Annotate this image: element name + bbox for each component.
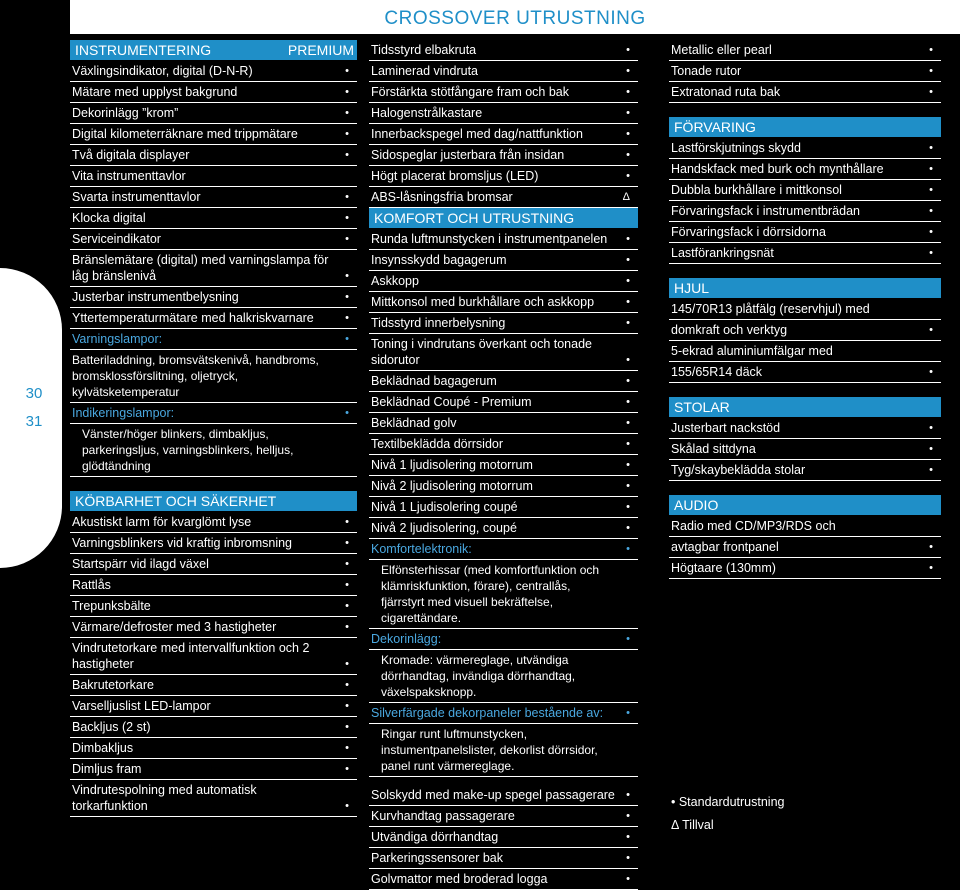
availability-mark: • (626, 44, 630, 56)
item-text: Värmare/defroster med 3 hastigheter (72, 620, 277, 634)
item-text: 145/70R13 plåtfälg (reservhjul) med (671, 302, 870, 316)
section-header-storage: FÖRVARING (669, 117, 941, 137)
item-text: Bakrutetorkare (72, 678, 154, 692)
legend-standard: • Standardutrustning (671, 795, 785, 809)
section-header-comfort: KOMFORT OCH UTRUSTNING (369, 208, 638, 228)
list-item (369, 371, 638, 392)
label-text: Varningslampor: (72, 332, 163, 346)
list-item (369, 455, 638, 476)
item-text: Tidsstyrd elbakruta (371, 43, 477, 57)
standard-mark: • (345, 333, 349, 345)
availability-mark: • (345, 763, 349, 775)
item-text: Varningsblinkers vid kraftig inbromsning (72, 536, 293, 550)
item-text: Serviceindikator (72, 232, 161, 246)
trim-inlay-text: Kromade: värmereglage, utvändiga dörrhandtag, invändiga dörrhandtag, växelspaksknopp. (369, 650, 638, 703)
list-item (369, 229, 638, 250)
list-item (669, 222, 941, 243)
standard-mark: • (345, 407, 349, 419)
item-text: Justerbar instrumentbelysning (72, 290, 239, 304)
list-item (369, 250, 638, 271)
list-item (369, 392, 638, 413)
availability-mark: • (345, 212, 349, 224)
availability-mark: • (345, 537, 349, 549)
item-text: Växlingsindikator, digital (D-N-R) (72, 64, 253, 78)
list-item (369, 413, 638, 434)
list-item (70, 738, 357, 759)
availability-mark: • (929, 65, 933, 77)
item-text: Förvaringsfack i instrumentbrädan (671, 204, 860, 218)
item-text: Vita instrumenttavlor (72, 169, 186, 183)
list-item (369, 518, 638, 539)
list-item (369, 476, 638, 497)
availability-mark: • (626, 170, 630, 182)
item-text: Varselljuslist LED-lampor (72, 699, 211, 713)
list-item (70, 61, 357, 82)
availability-mark: • (626, 254, 630, 266)
list-item (70, 145, 357, 166)
item-text: Toning i vindrutans överkant och tonade sidorutor (371, 337, 592, 367)
availability-mark: • (345, 128, 349, 140)
list-item (70, 308, 357, 329)
item-text: Metallic eller pearl (671, 43, 772, 57)
list-item (669, 341, 941, 362)
availability-mark: • (626, 149, 630, 161)
item-text: Nivå 1 ljudisolering motorrum (371, 458, 533, 472)
page-number-left: 30 (25, 385, 43, 402)
standard-mark: • (626, 633, 630, 645)
list-item (70, 575, 357, 596)
list-item (70, 617, 357, 638)
availability-mark: • (345, 65, 349, 77)
item-text: Dekorinlägg ”krom” (72, 106, 179, 120)
item-text: Runda luftmunstycken i instrumentpanelen (371, 232, 608, 246)
section-title: INSTRUMENTERING (75, 42, 212, 58)
list-item (669, 243, 941, 264)
item-text: 5-ekrad aluminiumfälgar med (671, 344, 833, 358)
item-text: Lastförankringsnät (671, 246, 774, 260)
list-item (369, 61, 638, 82)
availability-mark: • (626, 296, 630, 308)
wheels-list (669, 299, 941, 383)
availability-mark: • (626, 831, 630, 843)
item-text: Vindrutetorkare med intervallfunktion och 2 hastigheter (72, 641, 310, 671)
item-text: Halogenstrålkastare (371, 106, 483, 120)
availability-mark: • (626, 375, 630, 387)
list-item (669, 418, 941, 439)
indicator-lights-text: Vänster/höger blinkers, dimbakljus, parkeringsljus, varningsblinkers, helljus, glödtändning (70, 424, 357, 477)
item-text: Digital kilometerräknare med trippmätare (72, 127, 298, 141)
list-item (669, 40, 941, 61)
item-text: Yttertemperaturmätare med halkriskvarnare (72, 311, 314, 325)
list-item (70, 208, 357, 229)
item-text: Två digitala displayer (72, 148, 190, 162)
list-item (369, 313, 638, 334)
comfort-list-bottom (369, 785, 638, 890)
availability-mark: • (626, 233, 630, 245)
availability-mark: • (929, 226, 933, 238)
page-header: CROSSOVER UTRUSTNING (70, 0, 960, 34)
availability-mark: • (345, 700, 349, 712)
item-text: Nivå 2 ljudisolering, coupé (371, 521, 517, 535)
item-text: ABS-låsningsfria bromsar (371, 190, 513, 204)
item-text: domkraft och verktyg (671, 323, 788, 337)
availability-mark: • (345, 800, 349, 812)
item-text: Beklädnad Coupé - Premium (371, 395, 532, 409)
item-text: Mätare med upplyst bakgrund (72, 85, 238, 99)
availability-mark: • (626, 852, 630, 864)
list-item (369, 869, 638, 890)
silver-panels-text: Ringar runt luftmunstycken, instumentpanelslister, dekorlist dörrsidor, panel runt värmereglage. (369, 724, 638, 777)
column-2 (369, 40, 638, 890)
section-header-safety: KÖRBARHET OCH SÄKERHET (70, 491, 357, 511)
list-item (669, 180, 941, 201)
list-item (669, 558, 941, 579)
availability-mark: • (626, 396, 630, 408)
safety-list-continued (369, 40, 638, 208)
item-text: Beklädnad golv (371, 416, 457, 430)
availability-mark: • (345, 516, 349, 528)
list-item (669, 138, 941, 159)
item-text: Textilbeklädda dörrsidor (371, 437, 504, 451)
item-text: Dubbla burkhållare i mittkonsol (671, 183, 842, 197)
list-item (669, 537, 941, 558)
list-item (70, 675, 357, 696)
list-item (369, 187, 638, 208)
item-text: Dimbakljus (72, 741, 134, 755)
item-text: Startspärr vid ilagd växel (72, 557, 209, 571)
item-text: Förvaringsfack i dörrsidorna (671, 225, 826, 239)
list-item (669, 299, 941, 320)
item-text: Högtaare (130mm) (671, 561, 776, 575)
availability-mark: • (345, 558, 349, 570)
list-item (369, 785, 638, 806)
item-text: Vindrutespolning med automatisk torkarfunktion (72, 783, 257, 813)
availability-mark: • (626, 354, 630, 366)
availability-mark: • (929, 86, 933, 98)
item-text: Skålad sittdyna (671, 442, 756, 456)
list-item (70, 287, 357, 308)
availability-mark: • (345, 149, 349, 161)
section-header-wheels: HJUL (669, 278, 941, 298)
list-item (70, 780, 357, 817)
storage-list (669, 138, 941, 264)
warning-lights-label (70, 329, 357, 350)
availability-mark: • (626, 128, 630, 140)
list-item (669, 61, 941, 82)
item-text: Laminerad vindruta (371, 64, 479, 78)
availability-mark: • (626, 501, 630, 513)
availability-mark: • (345, 600, 349, 612)
availability-mark: • (345, 721, 349, 733)
list-item (369, 124, 638, 145)
list-item (669, 82, 941, 103)
item-text: Parkeringssensorer bak (371, 851, 504, 865)
item-text: Solskydd med make-up spegel passagerare (371, 788, 615, 802)
item-text: Mittkonsol med burkhållare och askkopp (371, 295, 595, 309)
item-text: Backljus (2 st) (72, 720, 151, 734)
list-item (369, 434, 638, 455)
instrument-list (70, 61, 357, 329)
comfort-list-continued (669, 40, 941, 103)
item-text: Justerbart nackstöd (671, 421, 781, 435)
availability-mark: • (626, 65, 630, 77)
availability-mark: • (345, 291, 349, 303)
list-item (369, 848, 638, 869)
availability-mark: • (626, 459, 630, 471)
item-text: Svarta instrumenttavlor (72, 190, 201, 204)
item-text: Beklädnad bagagerum (371, 374, 497, 388)
item-text: Rattlås (72, 578, 111, 592)
list-item (70, 103, 357, 124)
availability-mark: • (345, 107, 349, 119)
item-text: Askkopp (371, 274, 419, 288)
availability-mark: • (345, 742, 349, 754)
list-item (669, 362, 941, 383)
availability-mark: • (626, 317, 630, 329)
availability-mark: • (345, 621, 349, 633)
item-text: Sidospeglar justerbara från insidan (371, 148, 565, 162)
availability-mark: • (345, 679, 349, 691)
audio-list (669, 516, 941, 579)
page-number-right: 31 (25, 413, 43, 430)
indicator-lights-label (70, 403, 357, 424)
column-3 (669, 40, 941, 579)
availability-mark: • (929, 541, 933, 553)
availability-mark: • (929, 366, 933, 378)
list-item (669, 159, 941, 180)
list-item (369, 82, 638, 103)
availability-mark: • (626, 86, 630, 98)
list-item (369, 103, 638, 124)
list-item (369, 166, 638, 187)
item-text: Tyg/skaybeklädda stolar (671, 463, 806, 477)
list-item (669, 320, 941, 341)
label-text: Komfortelektronik: (371, 542, 472, 556)
comfort-electronics-text: Elfönsterhissar (med komfortfunktion och klämriskfunktion, förare), centrallås, fjärrstyrt med visuell bekräftelse, cigarettändare. (369, 560, 638, 629)
availability-mark: • (929, 422, 933, 434)
availability-mark: • (345, 86, 349, 98)
availability-mark: • (345, 270, 349, 282)
item-text: Handskfack med burk och mynthållare (671, 162, 884, 176)
item-text: Tidsstyrd innerbelysning (371, 316, 506, 330)
label-text: Indikeringslampor: (72, 406, 175, 420)
list-item (70, 638, 357, 675)
list-item (70, 759, 357, 780)
section-header-seats: STOLAR (669, 397, 941, 417)
list-item (669, 201, 941, 222)
availability-mark: Δ (622, 191, 630, 203)
list-item (70, 82, 357, 103)
availability-mark: • (626, 480, 630, 492)
item-text: Extratonad ruta bak (671, 85, 781, 99)
list-item (369, 292, 638, 313)
list-item (369, 145, 638, 166)
list-item (70, 124, 357, 145)
list-item (70, 229, 357, 250)
availability-mark: • (626, 873, 630, 885)
availability-mark: • (929, 443, 933, 455)
legend-optional: Δ Tillval (671, 818, 714, 832)
item-text: Utvändiga dörrhandtag (371, 830, 499, 844)
trim-label: PREMIUM (287, 42, 354, 58)
list-item (70, 250, 357, 287)
availability-mark: • (626, 522, 630, 534)
availability-mark: • (929, 464, 933, 476)
availability-mark: • (626, 417, 630, 429)
list-item (369, 40, 638, 61)
item-text: Bränslemätare (digital) med varningslampa för låg bränslenivå (72, 253, 329, 283)
item-text: Trepunksbälte (72, 599, 151, 613)
item-text: Nivå 1 Ljudisolering coupé (371, 500, 518, 514)
item-text: Radio med CD/MP3/RDS och (671, 519, 836, 533)
list-item (369, 827, 638, 848)
section-header-audio: AUDIO (669, 495, 941, 515)
availability-mark: • (929, 44, 933, 56)
item-text: Nivå 2 ljudisolering motorrum (371, 479, 533, 493)
item-text: Högt placerat bromsljus (LED) (371, 169, 539, 183)
list-item (70, 596, 357, 617)
list-item (369, 497, 638, 518)
availability-mark: • (345, 312, 349, 324)
list-item (669, 460, 941, 481)
availability-mark: • (626, 107, 630, 119)
list-item (369, 271, 638, 292)
item-text: Dimljus fram (72, 762, 142, 776)
label-text: Silverfärgade dekorpaneler bestående av: (371, 706, 604, 720)
list-item (70, 717, 357, 738)
comfort-electronics-label (369, 539, 638, 560)
item-text: Tonade rutor (671, 64, 742, 78)
seats-list (669, 418, 941, 481)
availability-mark: • (626, 789, 630, 801)
availability-mark: • (929, 163, 933, 175)
availability-mark: • (626, 275, 630, 287)
availability-mark: • (345, 658, 349, 670)
list-item (70, 533, 357, 554)
list-item (70, 512, 357, 533)
availability-mark: • (345, 233, 349, 245)
standard-mark: • (626, 707, 630, 719)
item-text: Akustiskt larm för kvarglömt lyse (72, 515, 252, 529)
silver-panels-label (369, 703, 638, 724)
availability-mark: • (929, 324, 933, 336)
label-text: Dekorinlägg: (371, 632, 442, 646)
availability-mark: • (929, 562, 933, 574)
availability-mark: • (929, 184, 933, 196)
item-text: Innerbackspegel med dag/nattfunktion (371, 127, 583, 141)
list-item (70, 187, 357, 208)
item-text: 155/65R14 däck (671, 365, 763, 379)
list-item (70, 166, 357, 187)
column-1 (70, 40, 357, 817)
availability-mark: • (345, 191, 349, 203)
safety-list (70, 512, 357, 817)
item-text: Golvmattor med broderad logga (371, 872, 548, 886)
list-item (70, 696, 357, 717)
section-header-instrumentering (70, 40, 357, 60)
item-text: avtagbar frontpanel (671, 540, 779, 554)
availability-mark: • (626, 810, 630, 822)
item-text: Kurvhandtag passagerare (371, 809, 515, 823)
standard-mark: • (626, 543, 630, 555)
list-item (70, 554, 357, 575)
trim-inlay-label (369, 629, 638, 650)
item-text: Insynsskydd bagagerum (371, 253, 507, 267)
item-text: Förstärkta stötfångare fram och bak (371, 85, 570, 99)
comfort-list (369, 229, 638, 539)
availability-mark: • (929, 247, 933, 259)
list-item (369, 806, 638, 827)
list-item (369, 334, 638, 371)
item-text: Lastförskjutnings skydd (671, 141, 801, 155)
list-item (669, 516, 941, 537)
availability-mark: • (345, 579, 349, 591)
availability-mark: • (929, 205, 933, 217)
warning-lights-text: Batteriladdning, bromsvätskenivå, handbroms, bromsklossförslitning, oljetryck, kylvätsketemperatur (70, 350, 357, 403)
list-item (669, 439, 941, 460)
availability-mark: • (626, 438, 630, 450)
availability-mark: • (929, 142, 933, 154)
item-text: Klocka digital (72, 211, 146, 225)
